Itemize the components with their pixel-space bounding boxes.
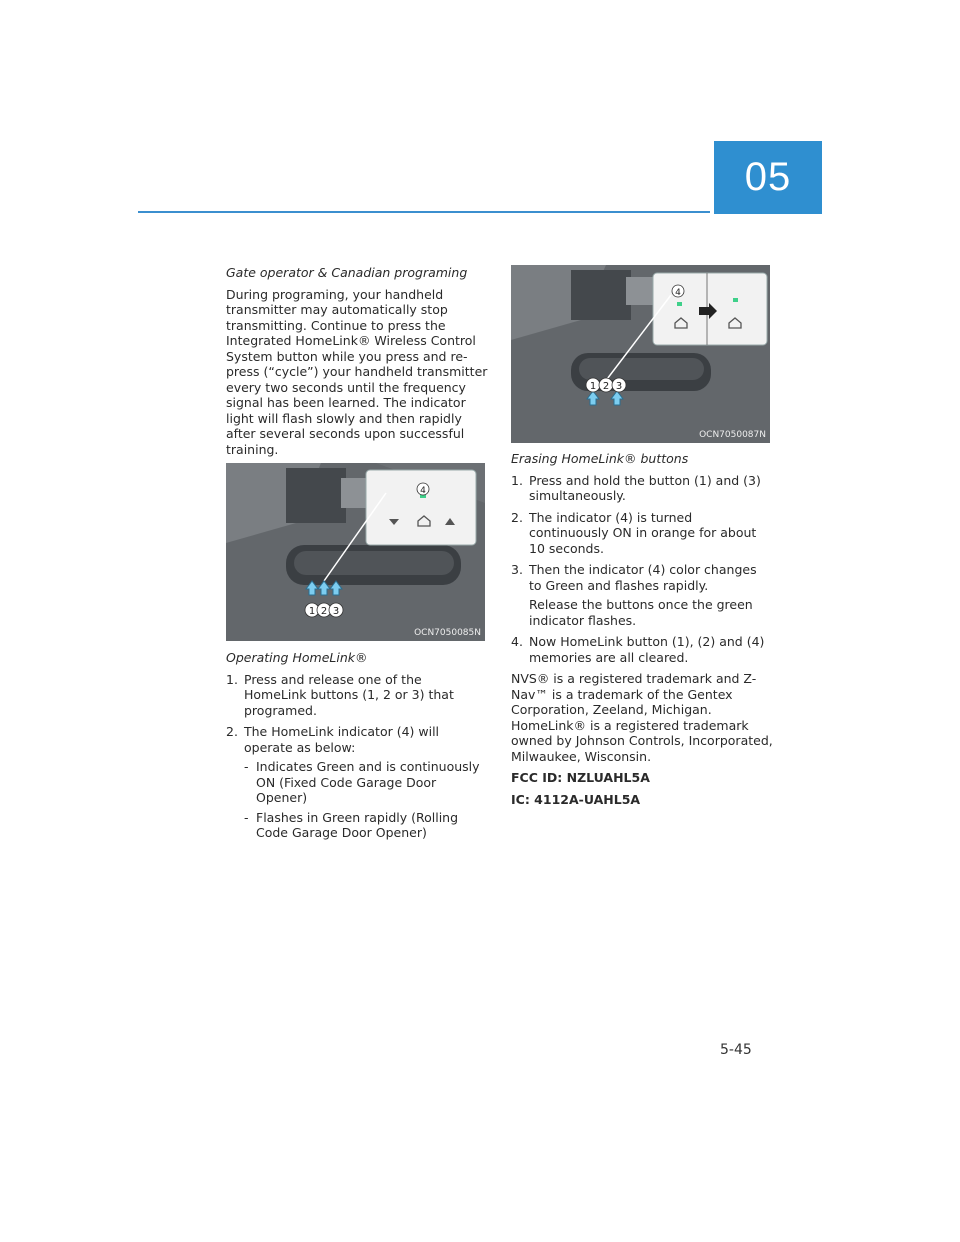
erasing-steps xyxy=(511,473,773,666)
erasing-step-note: Release the buttons once the green indicator flashes. xyxy=(529,597,753,628)
trademark-notice: NVS® is a registered trademark and Z-Nav™ is a trademark of the Gentex Corporation, Zeeland, Michigan. HomeLink® is a registered trademark owned by Johnson Controls, Incorporated, Milwaukee, Wisconsin. xyxy=(511,671,773,764)
figure-code-1: OCN7050085N xyxy=(414,628,481,638)
erasing-step: 2. The indicator (4) is turned continuously ON in orange for about 10 seconds. xyxy=(511,509,757,556)
operating-heading: Operating HomeLink® xyxy=(226,650,368,665)
homelink-figure-1 xyxy=(226,463,485,641)
homelink-illustration-2 xyxy=(511,265,770,443)
erasing-heading: Erasing HomeLink® buttons xyxy=(511,451,689,466)
right-column xyxy=(511,451,773,813)
header-rule xyxy=(138,211,710,213)
left-column xyxy=(226,265,488,463)
left-column-lower xyxy=(226,650,488,847)
fig2-label-3: 3 xyxy=(615,381,623,392)
gate-operator-body: During programing, your handheld transmitter may automatically stop transmitting. Continue to press the Integrated HomeLink® Wireless Control System button while you press and re-press (“cycle”) your handheld transmitter every two seconds until the frequency signal has been learned. The indicator light will flash slowly and then rapidly after several seconds upon successful training. xyxy=(226,286,488,457)
homelink-illustration-1 xyxy=(226,463,485,641)
fig2-label-1: 1 xyxy=(589,381,597,392)
fig1-label-2: 2 xyxy=(320,606,328,617)
fig2-label-4: 4 xyxy=(675,288,681,298)
gate-operator-heading: Gate operator & Canadian programing xyxy=(226,265,468,280)
figure-code-2: OCN7050087N xyxy=(699,430,766,440)
operating-step: 1. Press and release one of the HomeLink buttons (1, 2 or 3) that programed. xyxy=(226,671,454,718)
fig2-label-2: 2 xyxy=(602,381,610,392)
fig1-label-3: 3 xyxy=(332,606,340,617)
operating-step: 2. The HomeLink indicator (4) will operate as below: - Indicates Green and is continuously ON (Fixed Code Garage Door Opener) - Flashes in Green rapidly (Rolling Code Garage Door Opener) xyxy=(226,724,488,841)
operating-steps xyxy=(226,672,488,841)
ic-id: IC: 4112A-UAHL5A xyxy=(511,791,641,807)
chapter-number: 05 xyxy=(744,155,792,199)
fig1-label-4: 4 xyxy=(420,486,426,496)
chapter-tab xyxy=(714,141,822,214)
erasing-step: 3. Then the indicator (4) color changes to Green and flashes rapidly. Release the buttons once the green indicator flashes. xyxy=(511,562,773,628)
fig1-label-1: 1 xyxy=(308,606,316,617)
indicator-mode-item: - Flashes in Green rapidly (Rolling Code Garage Door Opener) xyxy=(244,810,488,841)
page-number: 5-45 xyxy=(720,1042,752,1058)
erasing-step: 1. Press and hold the button (1) and (3) simultaneously. xyxy=(511,472,761,503)
fcc-id: FCC ID: NZLUAHL5A xyxy=(511,770,650,785)
homelink-figure-2 xyxy=(511,265,770,443)
indicator-mode-item: - Indicates Green and is continuously ON (Fixed Code Garage Door Opener) xyxy=(244,759,488,806)
erasing-step: 4. Now HomeLink button (1), (2) and (4) memories are all cleared. xyxy=(511,634,765,665)
